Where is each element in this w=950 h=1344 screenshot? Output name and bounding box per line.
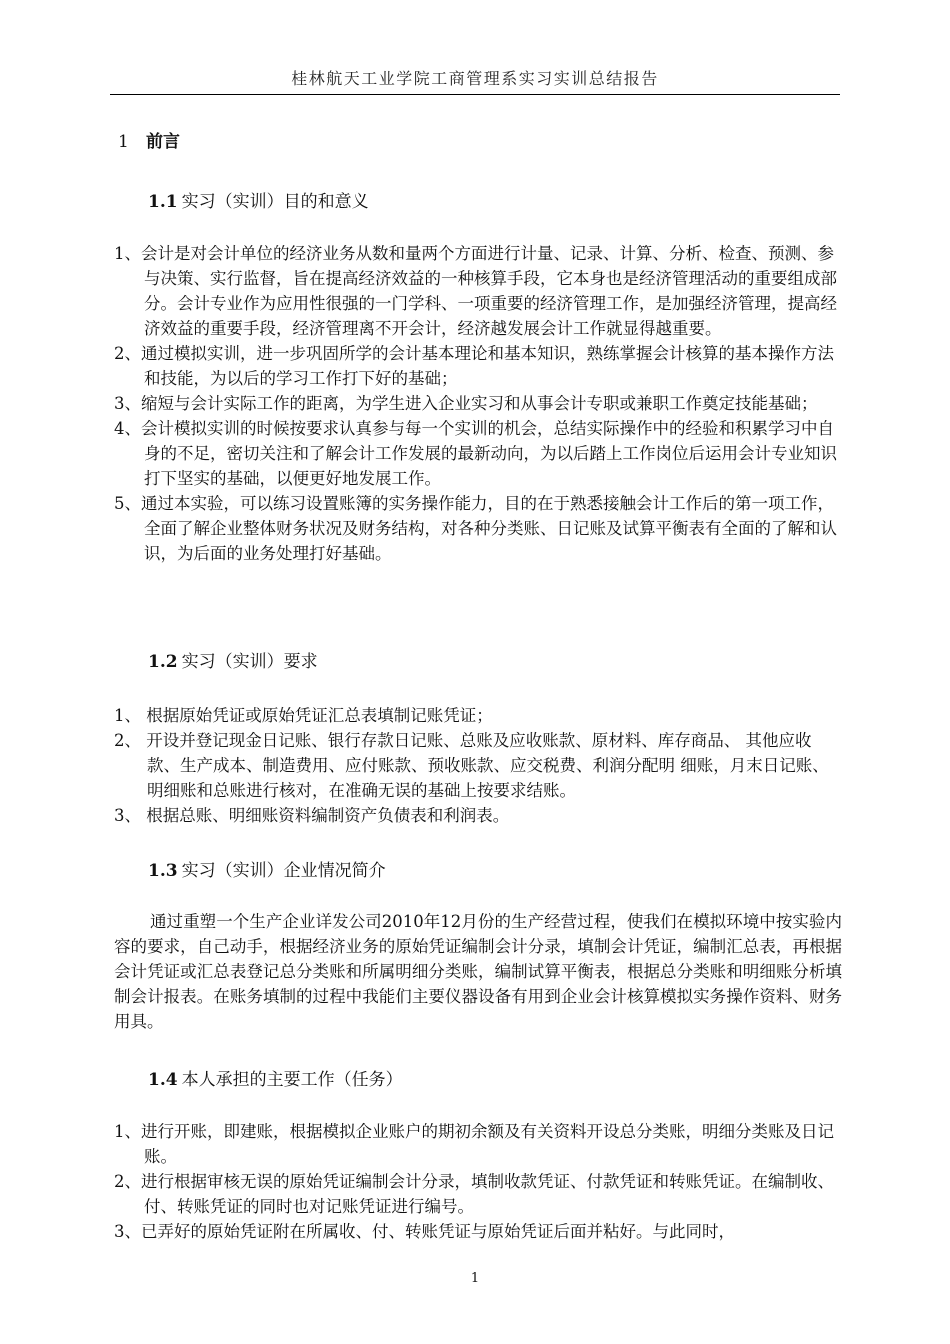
section-1-4-title: 本人承担的主要工作（任务） [181, 1070, 403, 1090]
list-item: 1、进行开账，即建账，根据模拟企业账户的期初余额及有关资料开设总分类账，明细分类账及日记账。 [114, 1122, 834, 1166]
list-item: 1、 根据原始凭证或原始凭证汇总表填制记账凭证； [114, 706, 493, 725]
section-1-4-number: 1.4 [148, 1070, 178, 1090]
section-1-3-number: 1.3 [148, 861, 178, 881]
section-1-2-heading [148, 647, 318, 672]
section-1-number: 1 [118, 132, 129, 152]
section-1-1-title: 实习（实训）目的和意义 [181, 192, 369, 212]
list-item: 3、 根据总账、明细账资料编制资产负债表和利润表。 [114, 806, 510, 825]
list-item: 4、会计模拟实训的时候按要求认真参与每一个实训的机会，总结实际操作中的经验和积累学习中自身的不足，密切关注和了解会计工作发展的最新动向，为以后踏上工作岗位后运用会计专业知识打下坚实的基础，以便更好地发展工作。 [114, 419, 837, 488]
section-1-1-heading [148, 187, 369, 212]
list-item: 2、通过模拟实训，进一步巩固所学的会计基本理论和基本知识，熟练掌握会计核算的基本操作方法和技能，为以后的学习工作打下好的基础； [114, 344, 834, 388]
section-1-2-title: 实习（实训）要求 [181, 652, 318, 672]
list-item: 5、通过本实验，可以练习设置账簿的实务操作能力，目的在于熟悉接触会计工作后的第一项工作，全面了解企业整体财务状况及财务结构，对各种分类账、日记账及试算平衡表有全面的了解和认识，为后面的业务处理打好基础。 [114, 494, 837, 563]
section-1-1-list [114, 241, 842, 566]
section-1-4-list [114, 1119, 842, 1244]
list-item: 3、已弄好的原始凭证附在所属收、付、转账凭证与原始凭证后面并粘好。与此同时， [114, 1222, 735, 1241]
section-1-2-number: 1.2 [148, 652, 178, 672]
section-1-2-list [114, 703, 842, 828]
section-1-1-number: 1.1 [148, 192, 178, 212]
section-1-title: 前言 [146, 132, 180, 152]
header-rule [110, 94, 840, 95]
section-1-3-heading [148, 856, 386, 881]
section-1-4-heading [148, 1065, 403, 1090]
list-item: 2、进行根据审核无误的原始凭证编制会计分录，填制收款凭证、付款凭证和转账凭证。在编制收、付、转账凭证的同时也对记账凭证进行编号。 [114, 1172, 834, 1216]
section-1-3-paragraph: 通过重塑一个生产企业详发公司2010年12月份的生产经营过程，使我们在模拟环境中按实验内容的要求，自己动手，根据经济业务的原始凭证编制会计分录，填制会计凭证，编制汇总表，再根据会计凭证或汇总表登记总分类账和所属明细分类账，编制试算平衡表，根据总分类账和明细账分析填制会计报表。在账务填制的过程中我能们主要仪器设备有用到企业会计核算模拟实务操作资料、财务用具。 [114, 912, 842, 1031]
section-1-heading [118, 127, 180, 152]
page-number: 1 [470, 1271, 480, 1286]
page-header: 桂林航天工业学院工商管理系实习实训总结报告 [291, 69, 659, 88]
list-item: 1、会计是对会计单位的经济业务从数和量两个方面进行计量、记录、计算、分析、检查、预测、参与决策、实行监督，旨在提高经济效益的一种核算手段，它本身也是经济管理活动的重要组成部分。会计专业作为应用性很强的一门学科、一项重要的经济管理工作，是加强经济管理，提高经济效益的重要手段，经济管理离不开会计，经济越发展会计工作就显得越重要。 [114, 244, 837, 338]
section-1-3-title: 实习（实训）企业情况简介 [181, 861, 386, 881]
list-item: 3、缩短与会计实际工作的距离，为学生进入企业实习和从事会计专职或兼职工作奠定技能基础； [114, 394, 818, 413]
list-item: 2、 开设并登记现金日记账、银行存款日记账、总账及应收账款、原材料、库存商品、 其他应收款、生产成本、制造费用、应付账款、预收账款、应交税费、利润分配明 细账，月末日记账、明细账和总账进行核对，在准确无误的基础上按要求结账。 [114, 731, 829, 800]
